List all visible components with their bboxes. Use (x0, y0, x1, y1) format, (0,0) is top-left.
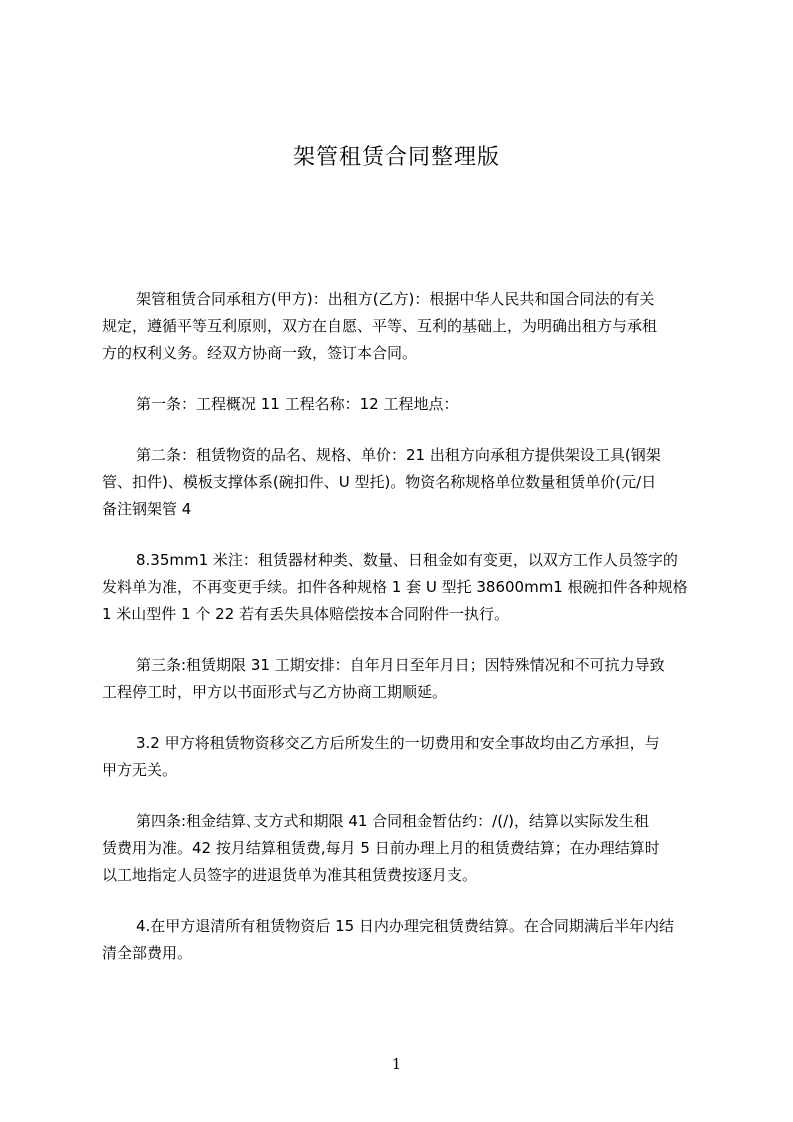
paragraph-line: 工程停工时，甲方以书面形式与乙方协商工期顺延。 (102, 683, 448, 701)
paragraph (102, 286, 700, 367)
paragraph-line: 赁费用为准。42 按月结算租赁费,每月 5 日前办理上月的租赁费结算；在办理结算时 (102, 839, 660, 857)
paragraph (102, 442, 700, 523)
paragraph-line: 第一条：工程概况 11 工程名称：12 工程地点： (136, 395, 459, 413)
paragraph-line: 第二条：租赁物资的品名、规格、单价：21 出租方向承租方提供架设工具(钢架 (136, 446, 661, 464)
page-number: 1 (391, 1055, 402, 1073)
paragraph-line: 架管租赁合同承租方(甲方)：出租方(乙方)：根据中华人民共和国合同法的有关 (136, 290, 655, 308)
paragraph-line: 备注钢架管 4 (102, 500, 192, 518)
paragraph-line: 4.在甲方退清所有租赁物资后 15 日内办理完租赁费结算。在合同期满后半年内结 (136, 917, 674, 935)
paragraph-line: 甲方无关。 (102, 761, 178, 779)
paragraph-line: 8.35mm1 米注：租赁器材种类、数量、日租金如有变更，以双方工作人员签字的 (136, 551, 678, 569)
document-title: 架管租赁合同整理版 (292, 145, 500, 170)
paragraph-line: 以工地指定人员签字的进退货单为准其租赁费按逐月支。 (102, 866, 478, 884)
document-body (102, 286, 700, 991)
paragraph (102, 913, 700, 967)
paragraph (102, 808, 700, 889)
paragraph-line: 1 米山型件 1 个 22 若有丢失具体赔偿按本合同附件一执行。 (102, 605, 510, 623)
paragraph (102, 652, 700, 706)
paragraph-line: 第四条:租金结算､支方式和期限 41 合同租金暂估约：/(/)，结算以实际发生租 (136, 812, 649, 830)
paragraph (102, 547, 700, 628)
paragraph-line: 3.2 甲方将租赁物资移交乙方后所发生的一切费用和安全事故均由乙方承担，与 (136, 734, 660, 752)
paragraph-line: 发料单为准，不再变更手续。扣件各种规格 1 套 U 型托 38600mm1 根碗扣件各种规格 (102, 578, 688, 596)
paragraph-line: 第三条:租赁期限 31 工期安排：自年月日至年月日；因特殊情况和不可抗力导致 (136, 656, 665, 674)
paragraph-line: 方的权利义务。经双方协商一致，签订本合同。 (102, 344, 418, 362)
paragraph-line: 管、扣件)、模板支撑体系(碗扣件、U 型托)。物资名称规格单位数量租赁单价(元/日 (102, 473, 657, 491)
paragraph (102, 391, 700, 418)
paragraph-line: 清全部费用。 (102, 944, 193, 962)
paragraph (102, 730, 700, 784)
paragraph-line: 规定，遵循平等互利原则，双方在自愿、平等、互利的基础上，为明确出租方与承租 (102, 317, 658, 335)
